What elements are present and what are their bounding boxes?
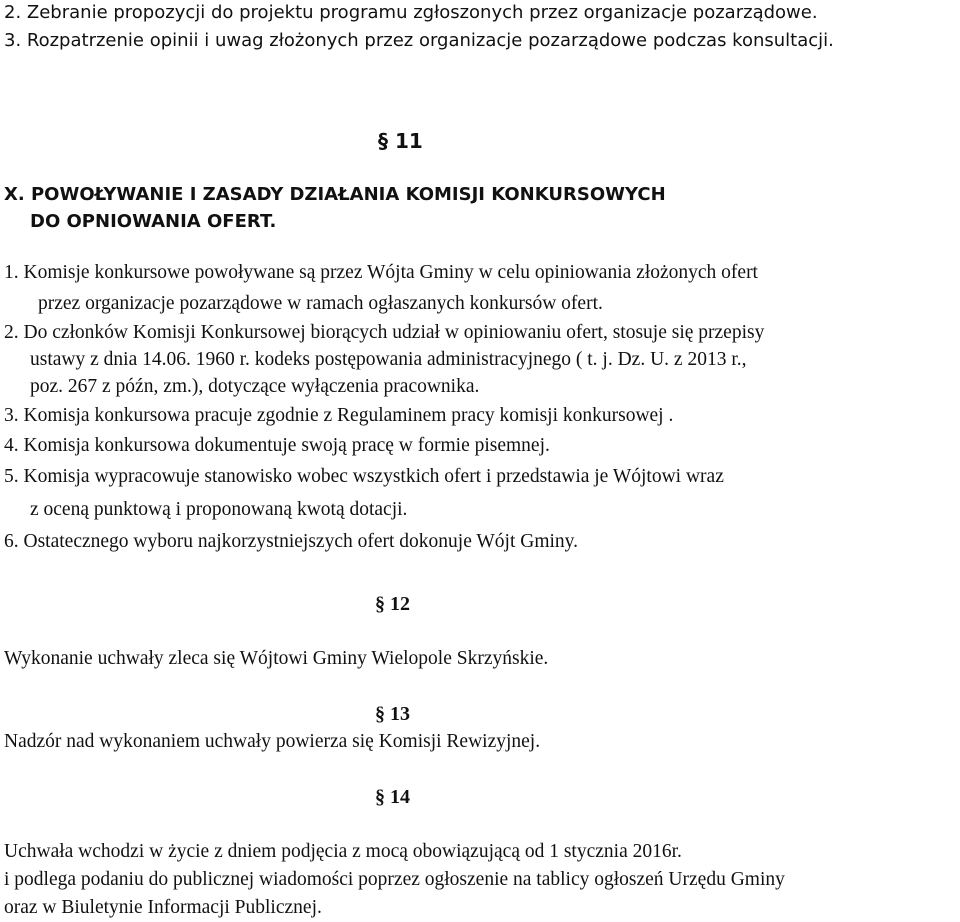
section-11-line-3: 2. Do członków Komisji Konkursowej biorących udział w opiniowaniu ofert, stosuje się przepisy: [4, 322, 765, 343]
section-11-line-6: 3. Komisja konkursowa pracuje zgodnie z Regulaminem pracy komisji konkursowej .: [4, 405, 674, 426]
section-13-mark: § 13: [375, 703, 410, 725]
section-12-mark: § 12: [375, 593, 410, 615]
section-11-line-4: ustawy z dnia 14.06. 1960 r. kodeks postępowania administracyjnego ( t. j. Dz. U. z 2013 r.,: [30, 349, 747, 370]
top-item-3: 3. Rozpatrzenie opinii i uwag złożonych przez organizacje pozarządowe podczas konsultacji.: [4, 30, 834, 51]
section-14-line-1: Uchwała wchodzi w życie z dniem podjęcia z mocą obowiązującą od 1 stycznia 2016r.: [4, 841, 682, 862]
section-11-line-5: poz. 267 z późn, zm.), dotyczące wyłączenia pracownika.: [30, 376, 480, 397]
chapter-heading-line2: DO OPNIOWANIA OFERT.: [30, 211, 277, 232]
chapter-heading-line1: X. POWOŁYWANIE I ZASADY DZIAŁANIA KOMISJI KONKURSOWYCH: [4, 184, 666, 205]
section-14-mark: § 14: [375, 786, 410, 808]
section-13-text: Nadzór nad wykonaniem uchwały powierza się Komisji Rewizyjnej.: [4, 731, 541, 752]
section-11-mark: § 11: [378, 129, 423, 153]
section-11-line-10: 6. Ostatecznego wyboru najkorzystniejszych ofert dokonuje Wójt Gminy.: [4, 531, 579, 552]
section-14-line-3: oraz w Biuletynie Informacji Publicznej.: [4, 897, 322, 918]
section-11-line-2: przez organizacje pozarządowe w ramach ogłaszanych konkursów ofert.: [38, 293, 603, 314]
section-12-text: Wykonanie uchwały zleca się Wójtowi Gminy Wielopole Skrzyńskie.: [4, 648, 549, 669]
section-11-line-7: 4. Komisja konkursowa dokumentuje swoją pracę w formie pisemnej.: [4, 435, 550, 456]
section-11-line-8: 5. Komisja wypracowuje stanowisko wobec wszystkich ofert i przedstawia je Wójtowi wraz: [4, 466, 724, 487]
top-item-2: 2. Zebranie propozycji do projektu programu zgłoszonych przez organizacje pozarządowe.: [4, 2, 818, 23]
section-14-line-2: i podlega podaniu do publicznej wiadomości poprzez ogłoszenie na tablicy ogłoszeń Urzędu Gminy: [4, 869, 785, 890]
section-11-line-9: z oceną punktową i proponowaną kwotą dotacji.: [30, 499, 408, 520]
section-11-line-1: 1. Komisje konkursowe powoływane są przez Wójta Gminy w celu opiniowania złożonych ofert: [4, 262, 758, 283]
